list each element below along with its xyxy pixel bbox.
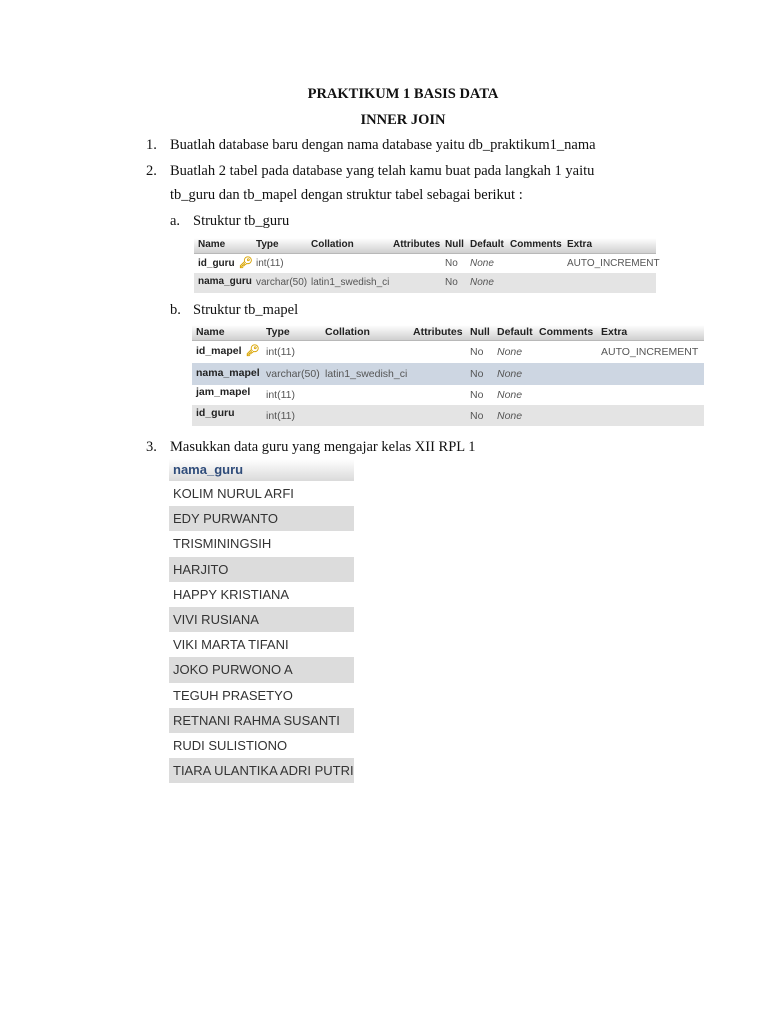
list-item: HAPPY KRISTIANA	[169, 582, 354, 607]
guru-list-header: nama_guru	[169, 459, 354, 481]
col-collation: Collation	[311, 239, 354, 250]
col-comments: Comments	[539, 326, 594, 338]
field-type: varchar(50)	[256, 277, 308, 288]
col-null: Null	[445, 239, 464, 250]
list-item: VIKI MARTA TIFANI	[169, 632, 354, 657]
table-row	[192, 385, 704, 405]
field-extra: AUTO_INCREMENT	[567, 258, 660, 269]
step-2-text-line2: tb_guru dan tb_mapel dengan struktur tabel sebagai berikut :	[170, 187, 523, 203]
field-default: None	[470, 277, 494, 288]
field-extra: AUTO_INCREMENT	[601, 346, 699, 358]
table-row	[192, 341, 704, 363]
col-null: Null	[470, 326, 490, 338]
field-null: No	[470, 410, 484, 422]
step-1-number: 1.	[146, 137, 157, 153]
sub-a-number: a.	[170, 213, 181, 229]
sub-b-number: b.	[170, 302, 181, 318]
col-default: Default	[470, 239, 504, 250]
field-null: No	[470, 368, 484, 380]
field-name: nama_mapel	[196, 367, 260, 379]
table-row	[194, 254, 660, 273]
guru-list-table	[169, 459, 354, 783]
table-row	[192, 405, 704, 426]
list-item: TRISMININGSIH	[169, 531, 354, 556]
field-type: varchar(50)	[266, 368, 320, 380]
step-3-text: Masukkan data guru yang mengajar kelas XII RPL 1	[170, 439, 476, 455]
field-default: None	[470, 258, 494, 269]
col-collation: Collation	[325, 326, 370, 338]
table-header	[192, 325, 704, 341]
field-null: No	[445, 258, 458, 269]
field-null: No	[445, 277, 458, 288]
document-subtitle: INNER JOIN	[360, 112, 446, 128]
list-item: TEGUH PRASETYO	[169, 683, 354, 708]
list-item: KOLIM NURUL ARFI	[169, 481, 354, 506]
col-type: Type	[266, 326, 290, 338]
list-item: RETNANI RAHMA SUSANTI	[169, 708, 354, 733]
sub-a-text: Struktur tb_guru	[193, 213, 290, 229]
field-name: nama_guru	[198, 276, 252, 287]
tb-guru-structure-table	[194, 238, 660, 293]
list-item: JOKO PURWONO A	[169, 657, 354, 682]
field-name: id_guru	[196, 407, 235, 419]
list-item: HARJITO	[169, 557, 354, 582]
list-item: TIARA ULANTIKA ADRI PUTRI	[169, 758, 354, 783]
field-collation: latin1_swedish_ci	[311, 277, 390, 288]
field-type: int(11)	[266, 410, 295, 422]
col-attributes: Attributes	[413, 326, 463, 338]
key-icon: 🔑︎	[245, 345, 260, 357]
field-null: No	[470, 389, 484, 401]
step-2-number: 2.	[146, 163, 157, 179]
tb-mapel-structure-table	[192, 325, 704, 426]
col-extra: Extra	[567, 239, 593, 250]
field-type: int(11)	[266, 346, 295, 358]
field-type: int(11)	[266, 389, 295, 401]
field-default: None	[497, 389, 523, 401]
field-name: jam_mapel	[196, 386, 251, 398]
field-collation: latin1_swedish_ci	[325, 368, 408, 380]
list-item: EDY PURWANTO	[169, 506, 354, 531]
col-extra: Extra	[601, 326, 628, 338]
key-icon: 🔑︎	[238, 257, 253, 269]
field-default: None	[497, 346, 523, 358]
col-attributes: Attributes	[393, 239, 441, 250]
col-comments: Comments	[510, 239, 562, 250]
field-null: No	[470, 346, 484, 358]
document-title: PRAKTIKUM 1 BASIS DATA	[307, 86, 499, 102]
col-type: Type	[256, 239, 279, 250]
col-name: Name	[196, 326, 225, 338]
table-header	[194, 238, 656, 254]
table-row	[192, 363, 704, 385]
col-default: Default	[497, 326, 533, 338]
col-name: Name	[198, 239, 226, 250]
field-name: id_mapel 🔑︎	[196, 345, 260, 357]
table-row	[194, 273, 656, 293]
field-default: None	[497, 410, 523, 422]
step-1-text: Buatlah database baru dengan nama database yaitu db_praktikum1_nama	[170, 137, 596, 153]
list-item: VIVI RUSIANA	[169, 607, 354, 632]
list-item: RUDI SULISTIONO	[169, 733, 354, 758]
sub-b-text: Struktur tb_mapel	[193, 302, 299, 318]
field-type: int(11)	[256, 258, 284, 269]
field-name: id_guru 🔑︎	[198, 257, 253, 269]
step-2-text: Buatlah 2 tabel pada database yang telah kamu buat pada langkah 1 yaitu	[170, 163, 595, 179]
field-default: None	[497, 368, 523, 380]
step-3-number: 3.	[146, 439, 157, 455]
